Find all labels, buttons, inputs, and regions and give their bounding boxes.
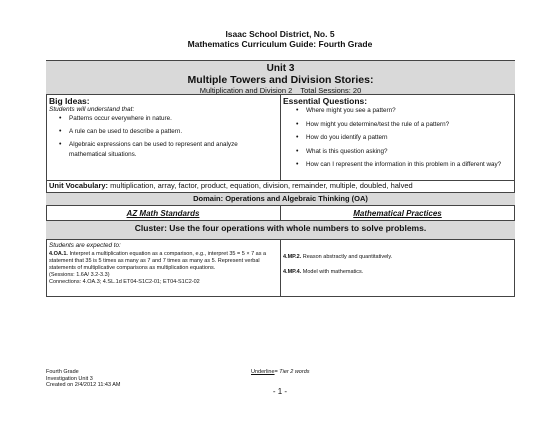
district-title: Isaac School District, No. 5 xyxy=(225,29,335,39)
practices-heading: Mathematical Practices xyxy=(353,209,442,218)
practice-text: Reason abstractly and quantitatively. xyxy=(302,254,393,260)
big-ideas-subtitle: Students will understand that: xyxy=(49,106,135,113)
standard-4oa1 xyxy=(49,251,275,286)
column-divider xyxy=(280,205,281,221)
footer-legend xyxy=(251,369,310,376)
unit-sessions: Total Sessions: 20 xyxy=(300,86,362,95)
unit-investigation: Multiplication and Division 2 xyxy=(199,86,293,95)
unit-subtitle: Multiple Towers and Division Stories: xyxy=(187,74,374,86)
list-item: • How might you determine/test the rule of a pattern? xyxy=(292,121,514,130)
footer-investigation: Investigation Unit 3 xyxy=(46,375,93,382)
practice-4mp4 xyxy=(283,269,511,276)
column-divider xyxy=(280,239,281,297)
expected-label: Students are expected to: xyxy=(49,242,121,249)
domain-band: Domain: Operations and Algebraic Thinking (OA) xyxy=(46,193,515,205)
essential-questions-title: Essential Questions: xyxy=(283,96,368,106)
az-standards-heading: AZ Math Standards xyxy=(126,209,200,218)
unit-title: Unit 3 xyxy=(266,63,295,74)
list-item: • Algebraic expressions can be used to represent and analyze mathematical situations. xyxy=(55,140,270,160)
big-ideas-list xyxy=(55,115,270,160)
practice-4mp2 xyxy=(283,254,511,261)
list-item: • How do you identify a pattern xyxy=(292,134,514,143)
practice-code: 4.MP.4. xyxy=(283,269,302,275)
vocabulary-words: multiplication, array, factor, product, equation, division, remainder, multiple, doubled, halved xyxy=(110,181,413,190)
standard-text: Interpret a multiplication equation as a comparison, e.g., interpret 35 = 5 × 7 as a statement that 35 is 5 times as many as 7 and 7 times as many as 5. Represent verbal statements of multiplicative comparisons as multiplication equations. xyxy=(49,251,267,271)
vocabulary-row xyxy=(46,180,515,192)
essential-questions-list xyxy=(292,107,514,170)
page-number: - 1 - xyxy=(272,387,288,396)
guide-title: Mathematics Curriculum Guide: Fourth Grade xyxy=(187,39,373,49)
unit-header-band xyxy=(46,61,515,94)
list-item: • How can I represent the information in this problem in a different way? xyxy=(292,161,514,170)
legend-underline: Underline xyxy=(251,369,275,375)
standard-sessions: (Sessions: 1.6A/ 3.2-3.3) xyxy=(49,272,110,278)
legend-text: = Tier 2 words xyxy=(274,369,310,375)
list-item: • Where might you see a pattern? xyxy=(292,107,514,116)
standard-connections: Connections: 4.OA.3; 4.SL.1d ET04-S1C2-01; ET04-S1C2-02 xyxy=(49,279,200,285)
practice-code: 4.MP.2. xyxy=(283,254,302,260)
footer-grade: Fourth Grade xyxy=(46,369,79,375)
standard-code: 4.OA.1. xyxy=(49,251,68,257)
vocabulary-label: Unit Vocabulary: xyxy=(49,181,109,190)
practice-text: Model with mathematics. xyxy=(302,269,364,275)
list-item: • Patterns occur everywhere in nature. xyxy=(55,115,270,124)
footer-left xyxy=(46,369,121,389)
cluster-band: Cluster: Use the four operations with whole numbers to solve problems. xyxy=(46,221,515,239)
big-ideas-title: Big Ideas: xyxy=(49,96,90,106)
list-item: • What is this question asking? xyxy=(292,148,514,157)
column-divider xyxy=(280,94,281,180)
list-item: • A rule can be used to describe a pattern. xyxy=(55,128,270,137)
footer-created: Created on 2/4/2012 11:43 AM xyxy=(46,382,121,388)
